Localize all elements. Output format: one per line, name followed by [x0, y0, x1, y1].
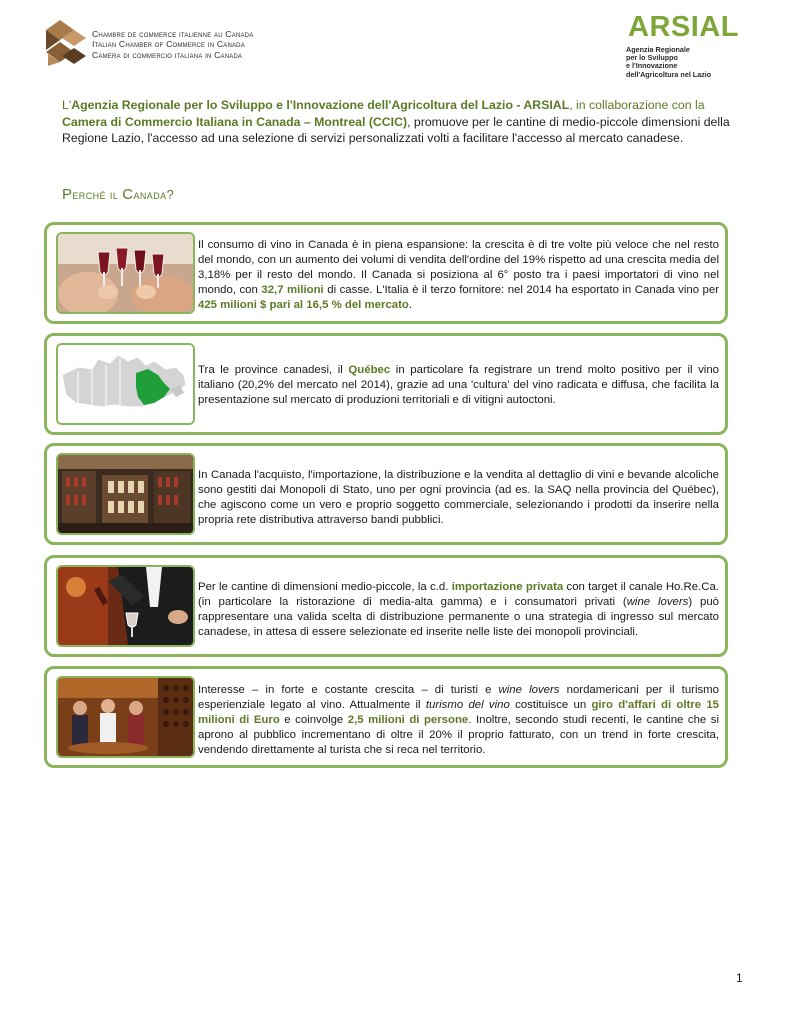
wine-toast-icon	[56, 232, 195, 314]
wine-toast-image	[58, 234, 193, 312]
card-text-span: In Canada l'acquisto, l'importazione, la distribuzione e la vendita al dettaglio di vini e bevande alcoliche sono gestiti dai Monopoli di Stato, uno per ogni provincia (ad es. la SAQ nella provincia del Québec), che agiscono come un vero e proprio soggetto commerciale, selezionando i prodotti da inserire nella propria rete distributiva attraverso bandi pubblici.	[198, 469, 719, 527]
intro-text: L'	[62, 98, 72, 112]
intro-text: , in collaborazione con la	[569, 98, 705, 112]
ccic-name-it: Camera di commercio italiana in Canada	[92, 49, 243, 60]
ccic-logo-icon	[46, 20, 86, 66]
arsial-wordmark: ARSIAL	[628, 11, 739, 43]
arsial-sub-line: dell'Agricoltura nel Lazio	[626, 69, 712, 79]
card-text	[198, 580, 719, 640]
arsial-sub-line: per lo Sviluppo	[626, 53, 678, 63]
title-cap: C	[122, 186, 134, 203]
card-text-span: ) può rappresentare una valida scelta di distribuzione permanente o una strategia di ingresso sul mercato canadese, in attesa di essere selezionate ed inserite nelle liste dei monopoli provinciali.	[198, 596, 719, 639]
page-number: 1	[736, 971, 743, 985]
title-cap: P	[62, 186, 73, 203]
arsial-logo	[626, 10, 739, 79]
card-text-span: . Inoltre, secondo studi recenti, le cantine che si aprono al pubblico incrementano di oltre il 20% il proprio fatturato, con un trend in forte crescita, vendendo direttamente al turista che si reca nel territorio.	[198, 714, 719, 757]
highlight-importazione: importazione privata	[451, 581, 564, 593]
card-text	[198, 683, 719, 758]
highlight-volume: 32,7 milioni	[261, 284, 324, 297]
card-text-span: con target il canale Ho.Re.Ca. (in particolare la ristorazione di media-alta gamma) e i consumatori privati (	[198, 581, 719, 609]
ccic-name-fr: Chambre de commerce italienne au Canada	[92, 29, 254, 39]
intro-text: , promuove per le cantine di medio-piccole dimensioni della Regione Lazio, l'accesso ad una selezione di servizi personalizzati volti a facilitare l'accesso al mercato canadese.	[62, 114, 730, 146]
italic-wine-lovers: wine lovers	[626, 596, 689, 609]
highlight-giro-affari: giro d'affari di oltre 15 milioni di Euro	[198, 699, 719, 727]
card-text	[198, 468, 719, 528]
card-text-span: e coinvolge	[279, 714, 348, 727]
intro-highlight-arsial: Agenzia Regionale per lo Sviluppo e l'Innovazione dell'Agricoltura del Lazio - ARSIAL	[71, 98, 570, 112]
ccic-name-block	[92, 29, 253, 60]
info-card-consumption	[44, 222, 728, 324]
wine-shop-icon	[56, 453, 195, 535]
canada-map-image	[58, 345, 193, 423]
card-text-span: Tra le province canadesi, il	[198, 364, 349, 376]
highlight-persone: 2,5 milioni di persone	[347, 714, 469, 727]
card-text-span: in particolare fa registrare un trend molto positivo per il vino italiano (20,2% del mercato nel 2014), grazie ad una 'cultura' del vino radicata e diffusa, che facilita la presentazione sul mercato di produzioni territoriali e di vitigni autoctoni.	[198, 364, 720, 407]
ccic-name-en: Italian Chamber of Commerce in Canada	[92, 39, 245, 50]
intro-paragraph	[62, 97, 750, 147]
info-card-turismo	[44, 666, 728, 768]
arsial-sub-line: e l'Innovazione	[626, 61, 678, 71]
italic-turismo-vino: turismo del vino	[425, 699, 510, 712]
info-card-quebec	[44, 333, 728, 435]
card-text-span: costituisce un	[509, 699, 592, 712]
card-text-span: Interesse – in forte e costante crescita – di turisti e	[198, 684, 499, 696]
wine-tasting-image	[58, 678, 193, 756]
title-rest: anada?	[133, 187, 175, 202]
highlight-market-share: 425 milioni $ pari al 16,5 % del mercato	[198, 299, 409, 312]
card-text-span: di casse. L'Italia è il terzo fornitore: nel 2014 ha esportato in Canada vino per	[323, 284, 720, 297]
canada-map-icon	[56, 343, 195, 425]
wine-tasting-icon	[56, 676, 195, 758]
page-header	[0, 0, 791, 90]
arsial-subtitle	[626, 46, 711, 79]
highlight-quebec: Québec	[348, 364, 391, 376]
waiter-pouring-icon	[56, 565, 195, 647]
wine-shop-image	[58, 455, 193, 533]
waiter-pouring-image	[58, 567, 193, 645]
card-text	[198, 238, 719, 313]
section-title	[62, 186, 174, 203]
intro-highlight-ccic: Camera di Commercio Italiana in Canada – Montreal (CCIC)	[62, 114, 408, 129]
card-text-span: nordamericani per il turismo esperienziale legato al vino. Attualmente il	[198, 684, 720, 712]
italic-wine-lovers: wine lovers	[498, 684, 560, 696]
info-card-monopoli	[44, 443, 728, 545]
card-text-span: .	[408, 299, 412, 312]
card-text	[198, 363, 719, 408]
info-card-importazione	[44, 555, 728, 657]
title-rest: erché il	[72, 187, 123, 202]
arsial-sub-line: Agenzia Regionale	[626, 45, 690, 54]
card-text-span: Per le cantine di dimensioni medio-piccole, la c.d.	[198, 581, 452, 593]
card-text-span: Il consumo di vino in Canada è in piena espansione: la crescita è di tre volte più veloce che nel resto del mondo, con un aumento dei volumi di vendita dell'ordine del 19% rispetto ad una crescita media del 3,18% per il resto del mondo. Il Canada si posiziona al 6° posto tra i paesi importatori di vino nel mondo, con	[198, 239, 719, 297]
